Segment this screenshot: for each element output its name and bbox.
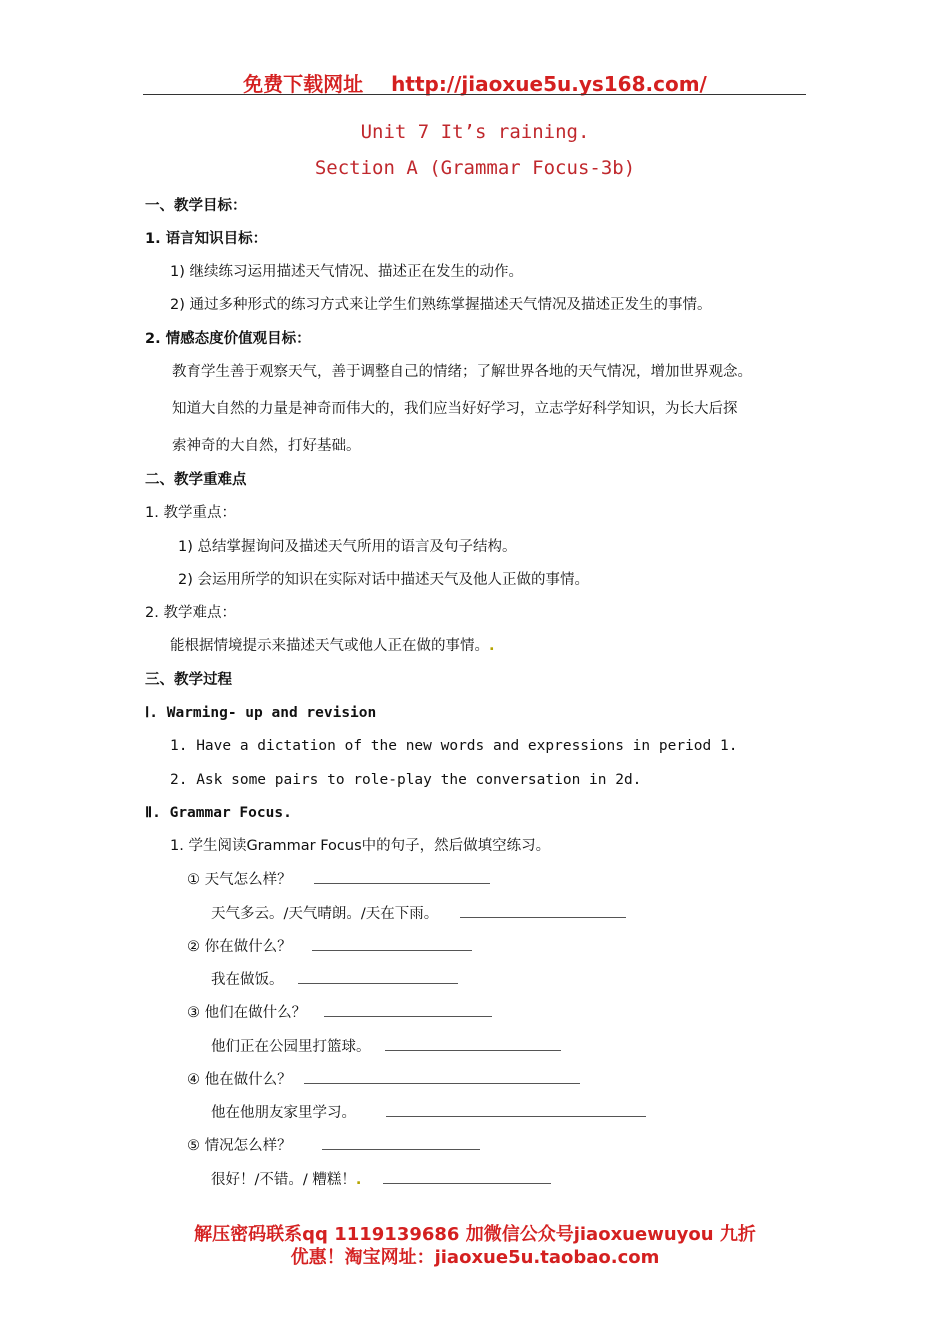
exercise-4-question: ④ 他在做什么？ — [187, 1069, 580, 1090]
exercise-3-answer: 他们正在公园里打篮球。 — [211, 1036, 561, 1057]
exercise-5-question: ⑤ 情况怎么样？ — [187, 1135, 480, 1156]
exercise-3-question: ③ 他们在做什么？ — [187, 1002, 492, 1023]
section1-sub2: 2. 情感态度价值观目标： — [145, 331, 311, 347]
part2-intro: 1. 学生阅读Grammar Focus中的句子，然后做填空练习。 — [170, 838, 551, 854]
exercise-5-question-blank[interactable] — [322, 1135, 480, 1150]
section2-sub1-item-1: 1) 总结掌握询问及描述天气所用的语言及句子结构。 — [178, 539, 517, 555]
exercise-2-question-blank[interactable] — [312, 936, 472, 951]
exercise-5-answer-blank[interactable] — [383, 1169, 551, 1184]
exercise-4-answer: 他在他朋友家里学习。 — [211, 1102, 646, 1123]
exercise-2-question: ② 你在做什么？ — [187, 936, 472, 957]
section2-sub2: 2. 教学难点： — [145, 605, 236, 621]
exercise-1-question: ① 天气怎么样？ — [187, 869, 490, 890]
header-divider — [143, 94, 806, 95]
section1-sub2-line-2: 知道大自然的力量是神奇而伟大的，我们应当好好学习，立志学好科学知识，为长大后探 — [172, 401, 738, 417]
doc-title: Unit 7 It’s raining. — [360, 121, 590, 143]
footer-line-1: 解压密码联系qq 1119139686 加微信公众号jiaoxuewuyou 九折 — [194, 1224, 756, 1245]
exercise-3-question-blank[interactable] — [324, 1002, 492, 1017]
exercise-2-answer: 我在做饭。 — [211, 969, 458, 990]
section2-sub1-item-2: 2) 会运用所学的知识在实际对话中描述天气及他人正做的事情。 — [178, 572, 589, 588]
exercise-5-answer: 很好！/不错。/ 糟糕！. — [211, 1169, 551, 1190]
exercise-2-answer-blank[interactable] — [298, 969, 458, 984]
exercise-1-question-blank[interactable] — [314, 869, 490, 884]
exercise-4-question-blank[interactable] — [304, 1069, 580, 1084]
page-header — [0, 68, 950, 97]
header-label: 免费下载网址 — [243, 72, 364, 96]
section1-sub2-line-3: 索神奇的大自然，打好基础。 — [172, 438, 361, 454]
exercise-4-answer-blank[interactable] — [386, 1102, 646, 1117]
section1-sub1: 1. 语言知识目标： — [145, 231, 268, 247]
section3-heading: 三、教学过程 — [145, 672, 232, 688]
section1-sub1-item-2: 2) 通过多种形式的练习方式来让学生们熟练掌握描述天气情况及描述正发生的事情。 — [170, 297, 712, 313]
exercise-1-answer: 天气多云。/天气晴朗。/天在下雨。 — [211, 903, 626, 924]
section1-sub2-line-1: 教育学生善于观察天气，善于调整自己的情绪；了解世界各地的天气情况，增加世界观念。 — [172, 364, 752, 380]
section1-sub1-item-1: 1) 继续练习运用描述天气情况、描述正在发生的动作。 — [170, 264, 523, 280]
section2-sub2-text: 能根据情境提示来描述天气或他人正在做的事情。. — [170, 638, 495, 654]
footer-line-2: 优惠！淘宝网址：jiaoxue5u.taobao.com — [290, 1247, 660, 1268]
part1-item-2: 2. Ask some pairs to role-play the conversation in 2d. — [170, 772, 642, 788]
part1-heading: Ⅰ. Warming- up and revision — [145, 705, 377, 721]
part1-item-1: 1. Have a dictation of the new words and expressions in period 1. — [170, 738, 738, 754]
exercise-1-answer-blank[interactable] — [460, 903, 626, 918]
section2-heading: 二、教学重难点 — [145, 472, 247, 488]
part2-heading: Ⅱ. Grammar Focus. — [145, 805, 292, 821]
section2-sub1: 1. 教学重点： — [145, 505, 236, 521]
exercise-3-answer-blank[interactable] — [385, 1036, 561, 1051]
header-url-link[interactable]: http://jiaoxue5u.ys168.com/ — [391, 72, 707, 96]
section1-heading: 一、教学目标： — [145, 198, 247, 214]
doc-subtitle: Section A (Grammar Focus-3b) — [314, 157, 636, 179]
